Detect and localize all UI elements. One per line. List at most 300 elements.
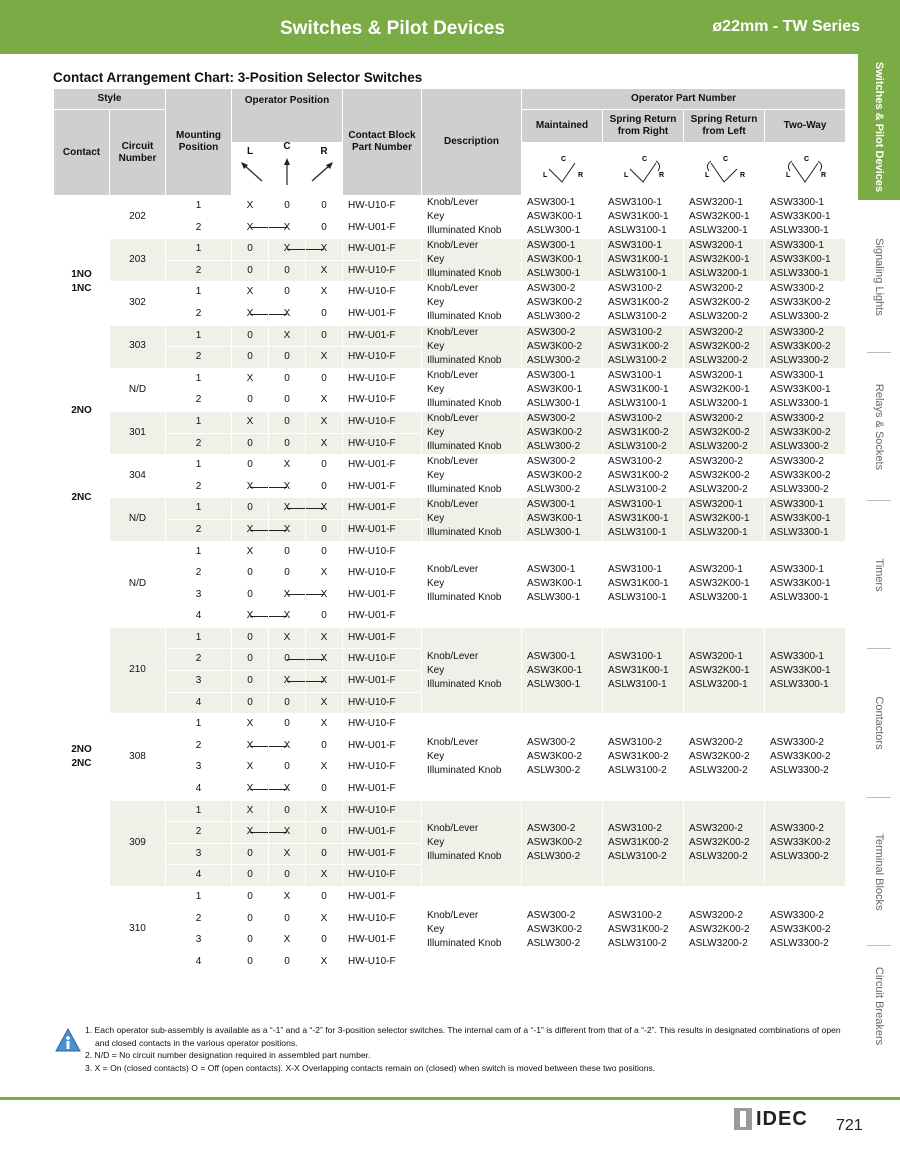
contact-block-cell: HW-U10-F [343, 282, 422, 304]
tab-divider [867, 500, 891, 501]
side-tab-terminal-label: Terminal Blocks [873, 833, 885, 911]
mounting-position-cell: 1 [166, 282, 232, 304]
side-tab-switches-label: Switches & Pilot Devices [873, 61, 885, 193]
two-way-part-cell: ASW3300-1 ASW33K00-1 ASLW3300-1 [765, 239, 846, 282]
contact-block-cell: HW-U01-F [343, 325, 422, 347]
contact-block-cell: HW-U10-F [343, 411, 422, 433]
spring-left-part-cell: ASW3200-2 ASW32K00-2 ASLW3200-2 [684, 325, 765, 368]
position-c-cell: X [269, 671, 306, 693]
logo-mark [734, 1108, 752, 1130]
position-r [306, 143, 343, 196]
position-c-cell: 0 [269, 714, 306, 736]
side-tab-switches[interactable] [858, 54, 900, 200]
position-l-cell: 0 [232, 649, 269, 671]
two-way-header: Two-Way [765, 110, 846, 143]
position-c-cell: X [269, 498, 306, 520]
spring-right-part-cell: ASW3100-1 ASW31K00-1 ASLW3100-1 [603, 627, 684, 713]
circuit-number-cell: 303 [110, 325, 166, 368]
contact-cell: 2NO [54, 368, 110, 454]
table-row [54, 411, 846, 433]
position-l-cell: 0 [232, 671, 269, 693]
position-l-cell: 0 [232, 433, 269, 455]
table-row [54, 282, 846, 304]
contact-block-cell: HW-U01-F [343, 239, 422, 261]
position-l-cell: 0 [232, 325, 269, 347]
maintained-part-cell: ASW300-1 ASW3K00-1 ASLW300-1 [522, 627, 603, 713]
contact-block-cell: HW-U01-F [343, 843, 422, 865]
description-cell: Knob/Lever Key Illuminated Knob [422, 196, 522, 239]
description-cell: Knob/Lever Key Illuminated Knob [422, 498, 522, 541]
position-l-cell: 0 [232, 930, 269, 952]
maintained-part-cell: ASW300-2 ASW3K00-2 ASLW300-2 [522, 887, 603, 973]
spring-left-part-cell: ASW3200-1 ASW32K00-1 ASLW3200-1 [684, 627, 765, 713]
position-r-cell: 0 [306, 368, 343, 390]
circuit-header: Circuit Number [110, 110, 166, 196]
maintained-part-cell: ASW300-1 ASW3K00-1 ASLW300-1 [522, 196, 603, 239]
position-c-cell: 0 [269, 865, 306, 887]
position-r-cell: X [306, 239, 343, 261]
position-l-cell: X [232, 606, 269, 628]
svg-text:R: R [821, 172, 827, 179]
spring-left-part-cell: ASW3200-2 ASW32K00-2 ASLW3200-2 [684, 800, 765, 886]
two-way-part-cell: ASW3300-2 ASW33K00-2 ASLW3300-2 [765, 800, 846, 886]
side-tab-signaling-label: Signaling Lights [873, 238, 885, 316]
contact-block-cell: HW-U01-F [343, 476, 422, 498]
description-header: Description [422, 89, 522, 196]
mounting-position-cell: 4 [166, 779, 232, 801]
contact-cell: 1NO 1NC [54, 196, 110, 369]
position-r-cell: X [306, 260, 343, 282]
contact-block-cell: HW-U10-F [343, 692, 422, 714]
logo-text: IDEC [756, 1108, 808, 1130]
description-cell: Knob/Lever Key Illuminated Knob [422, 325, 522, 368]
contact-block-cell: HW-U01-F [343, 584, 422, 606]
idec-logo [734, 1108, 814, 1130]
position-l-cell: 0 [232, 887, 269, 909]
circuit-number-cell: 308 [110, 714, 166, 800]
mounting-position-cell: 3 [166, 930, 232, 952]
description-cell: Knob/Lever Key Illuminated Knob [422, 368, 522, 411]
position-r-cell: X [306, 757, 343, 779]
page-number: 721 [836, 1117, 863, 1134]
table-row [54, 714, 846, 736]
circuit-number-cell: 309 [110, 800, 166, 886]
position-r-label: R [320, 146, 328, 157]
position-c-cell: 0 [269, 757, 306, 779]
mounting-position-cell: 1 [166, 239, 232, 261]
contact-block-cell: HW-U01-F [343, 930, 422, 952]
spring-right-part-cell: ASW3100-2 ASW31K00-2 ASLW3100-2 [603, 282, 684, 325]
maintained-part-cell: ASW300-2 ASW3K00-2 ASLW300-2 [522, 800, 603, 886]
spring-right-part-cell: ASW3100-2 ASW31K00-2 ASLW3100-2 [603, 714, 684, 800]
position-r-cell: X [306, 411, 343, 433]
position-l-cell: X [232, 411, 269, 433]
position-c-cell: X [269, 584, 306, 606]
spring-right-diagram-icon [608, 149, 678, 189]
position-l-cell: 0 [232, 692, 269, 714]
contact-block-cell: HW-U01-F [343, 822, 422, 844]
info-triangle-icon [55, 1028, 81, 1052]
position-r-cell: 0 [306, 325, 343, 347]
contact-header: Contact [54, 110, 110, 196]
mounting-position-cell: 2 [166, 563, 232, 585]
contact-block-cell: HW-U01-F [343, 519, 422, 541]
contact-block-cell: HW-U01-F [343, 779, 422, 801]
mounting-position-cell: 1 [166, 455, 232, 477]
mounting-position-cell: 2 [166, 433, 232, 455]
mounting-position-cell: 1 [166, 800, 232, 822]
mounting-position-cell: 2 [166, 260, 232, 282]
header-banner [0, 0, 900, 54]
mounting-position-cell: 2 [166, 476, 232, 498]
position-r-cell: 0 [306, 735, 343, 757]
two-way-diagram [765, 143, 846, 196]
contact-block-cell: HW-U10-F [343, 800, 422, 822]
svg-text:R: R [578, 172, 584, 179]
position-c-cell: 0 [269, 196, 306, 218]
mounting-position-cell: 1 [166, 498, 232, 520]
spring-left-header: Spring Return from Left [684, 110, 765, 143]
mounting-position-cell: 1 [166, 627, 232, 649]
mounting-position-cell: 1 [166, 541, 232, 563]
contact-block-cell: HW-U10-F [343, 368, 422, 390]
position-l-cell: 0 [232, 455, 269, 477]
side-tab-contactors-label: Contactors [873, 696, 885, 750]
position-r-cell: X [306, 347, 343, 369]
spring-left-diagram-icon [689, 149, 759, 189]
position-r-cell: 0 [306, 217, 343, 239]
note-3: 3. X = On (closed contacts) O = Off (open contacts). X-X Overlapping contacts remain on (closed) when switch is moved between these two positions. [85, 1062, 656, 1073]
position-c-cell: X [269, 455, 306, 477]
position-r-cell: 0 [306, 822, 343, 844]
spring-left-part-cell: ASW3200-2 ASW32K00-2 ASLW3200-2 [684, 714, 765, 800]
position-l-cell: 0 [232, 627, 269, 649]
position-c-cell: X [269, 217, 306, 239]
mounting-position-cell: 2 [166, 735, 232, 757]
position-l-cell: X [232, 757, 269, 779]
contact-block-cell: HW-U10-F [343, 714, 422, 736]
two-way-part-cell: ASW3300-2 ASW33K00-2 ASLW3300-2 [765, 714, 846, 800]
side-tab-breakers-label: Circuit Breakers [873, 966, 885, 1045]
svg-text:C: C [642, 156, 648, 163]
position-c-cell: 0 [269, 390, 306, 412]
position-c-cell: 0 [269, 282, 306, 304]
position-c-cell: 0 [269, 368, 306, 390]
description-cell: Knob/Lever Key Illuminated Knob [422, 282, 522, 325]
maintained-part-cell: ASW300-1 ASW3K00-1 ASLW300-1 [522, 368, 603, 411]
position-r-cell: 0 [306, 843, 343, 865]
position-r-cell: X [306, 908, 343, 930]
spring-left-part-cell: ASW3200-2 ASW32K00-2 ASLW3200-2 [684, 282, 765, 325]
contact-block-cell: HW-U10-F [343, 563, 422, 585]
position-r-cell: 0 [306, 476, 343, 498]
mounting-position-cell: 3 [166, 757, 232, 779]
position-r-cell: 0 [306, 930, 343, 952]
spring-right-part-cell: ASW3100-1 ASW31K00-1 ASLW3100-1 [603, 239, 684, 282]
maintained-part-cell: ASW300-1 ASW3K00-1 ASLW300-1 [522, 541, 603, 627]
table-row [54, 541, 846, 563]
position-c-cell: X [269, 735, 306, 757]
table-row [54, 239, 846, 261]
position-c-cell: 0 [269, 541, 306, 563]
two-way-part-cell: ASW3300-2 ASW33K00-2 ASLW3300-2 [765, 282, 846, 325]
side-tab-relays-label: Relays & Sockets [873, 383, 885, 471]
position-r-cell: X [306, 627, 343, 649]
svg-text:L: L [786, 172, 791, 179]
contact-block-cell: HW-U01-F [343, 217, 422, 239]
side-tab-relays[interactable] [858, 354, 900, 500]
position-r-cell: 0 [306, 541, 343, 563]
position-l-cell: 0 [232, 239, 269, 261]
contact-block-cell: HW-U10-F [343, 908, 422, 930]
banner-series: ø22mm - TW Series [712, 18, 860, 35]
position-c-cell: X [269, 843, 306, 865]
maintained-part-cell: ASW300-1 ASW3K00-1 ASLW300-1 [522, 498, 603, 541]
chart-title: Contact Arrangement Chart: 3-Position Selector Switches [53, 70, 423, 85]
spring-left-part-cell: ASW3200-1 ASW32K00-1 ASLW3200-1 [684, 541, 765, 627]
footer-rule [0, 1097, 900, 1100]
position-c-cell: 0 [269, 433, 306, 455]
mounting-position-cell: 2 [166, 390, 232, 412]
description-cell: Knob/Lever Key Illuminated Knob [422, 627, 522, 713]
svg-text:C: C [561, 156, 567, 163]
mounting-position-cell: 3 [166, 671, 232, 693]
mounting-position-cell: 3 [166, 584, 232, 606]
contact-block-cell: HW-U01-F [343, 606, 422, 628]
contact-block-cell: HW-U01-F [343, 735, 422, 757]
contact-block-cell: HW-U10-F [343, 390, 422, 412]
position-c-cell: X [269, 519, 306, 541]
position-l-cell: X [232, 779, 269, 801]
two-way-part-cell: ASW3300-2 ASW33K00-2 ASLW3300-2 [765, 887, 846, 973]
style-header: Style [54, 89, 166, 110]
circuit-number-cell: 302 [110, 282, 166, 325]
mounting-position-cell: 4 [166, 951, 232, 973]
mounting-position-cell: 1 [166, 368, 232, 390]
position-l-cell: 0 [232, 390, 269, 412]
circuit-number-cell: 210 [110, 627, 166, 713]
table-row [54, 800, 846, 822]
position-l-cell: X [232, 282, 269, 304]
mounting-position-cell: 2 [166, 822, 232, 844]
circuit-number-cell: N/D [110, 368, 166, 411]
description-cell: Knob/Lever Key Illuminated Knob [422, 455, 522, 498]
mounting-position-cell: 1 [166, 887, 232, 909]
spring-left-part-cell: ASW3200-2 ASW32K00-2 ASLW3200-2 [684, 455, 765, 498]
position-l-cell: 0 [232, 260, 269, 282]
position-l-cell: 0 [232, 584, 269, 606]
position-l-cell: X [232, 800, 269, 822]
position-c-cell: 0 [269, 260, 306, 282]
notes [85, 1024, 850, 1074]
position-c-cell: X [269, 627, 306, 649]
contact-chart-table [53, 88, 846, 973]
position-l-cell: X [232, 735, 269, 757]
two-way-part-cell: ASW3300-1 ASW33K00-1 ASLW3300-1 [765, 627, 846, 713]
two-way-part-cell: ASW3300-1 ASW33K00-1 ASLW3300-1 [765, 196, 846, 239]
position-l-cell: X [232, 714, 269, 736]
position-l [232, 143, 269, 196]
two-way-part-cell: ASW3300-1 ASW33K00-1 ASLW3300-1 [765, 368, 846, 411]
contact-block-cell: HW-U10-F [343, 951, 422, 973]
description-cell: Knob/Lever Key Illuminated Knob [422, 800, 522, 886]
contact-block-cell: HW-U01-F [343, 303, 422, 325]
spring-right-part-cell: ASW3100-1 ASW31K00-1 ASLW3100-1 [603, 368, 684, 411]
mounting-position-cell: 2 [166, 908, 232, 930]
position-c-cell: X [269, 239, 306, 261]
contact-block-cell: HW-U10-F [343, 541, 422, 563]
position-c-cell: 0 [269, 411, 306, 433]
position-r-cell: X [306, 865, 343, 887]
position-l-cell: X [232, 476, 269, 498]
tab-divider [867, 648, 891, 649]
position-l-cell: 0 [232, 843, 269, 865]
maintained-part-cell: ASW300-2 ASW3K00-2 ASLW300-2 [522, 411, 603, 454]
part-number-header: Operator Part Number [522, 89, 846, 110]
spring-right-part-cell: ASW3100-2 ASW31K00-2 ASLW3100-2 [603, 455, 684, 498]
position-r-cell: X [306, 563, 343, 585]
maintained-diagram-icon [527, 149, 597, 189]
side-tab-contactors[interactable] [858, 650, 900, 796]
maintained-part-cell: ASW300-2 ASW3K00-2 ASLW300-2 [522, 714, 603, 800]
position-l-cell: 0 [232, 347, 269, 369]
spring-left-diagram [684, 143, 765, 196]
spring-right-part-cell: ASW3100-2 ASW31K00-2 ASLW3100-2 [603, 887, 684, 973]
mounting-position-cell: 3 [166, 843, 232, 865]
mounting-position-cell: 2 [166, 519, 232, 541]
spring-right-diagram [603, 143, 684, 196]
spring-right-part-cell: ASW3100-1 ASW31K00-1 ASLW3100-1 [603, 541, 684, 627]
svg-text:R: R [740, 172, 746, 179]
maintained-part-cell: ASW300-1 ASW3K00-1 ASLW300-1 [522, 239, 603, 282]
mounting-position-cell: 4 [166, 865, 232, 887]
mounting-position-cell: 4 [166, 606, 232, 628]
svg-text:C: C [723, 156, 729, 163]
circuit-number-cell: N/D [110, 541, 166, 627]
side-tab-breakers[interactable] [858, 947, 900, 1064]
two-way-part-cell: ASW3300-2 ASW33K00-2 ASLW3300-2 [765, 455, 846, 498]
contact-block-cell: HW-U10-F [343, 347, 422, 369]
description-cell: Knob/Lever Key Illuminated Knob [422, 239, 522, 282]
table-row [54, 887, 846, 909]
maintained-part-cell: ASW300-2 ASW3K00-2 ASLW300-2 [522, 282, 603, 325]
two-way-diagram-icon [770, 149, 840, 189]
position-l-cell: X [232, 822, 269, 844]
description-cell: Knob/Lever Key Illuminated Knob [422, 541, 522, 627]
contact-block-cell: HW-U10-F [343, 196, 422, 218]
mounting-position-cell: 4 [166, 692, 232, 714]
mounting-position-cell: 2 [166, 347, 232, 369]
banner-title: Switches & Pilot Devices [280, 18, 505, 39]
position-c-cell: 0 [269, 951, 306, 973]
contact-block-cell: HW-U10-F [343, 757, 422, 779]
position-l-cell: X [232, 368, 269, 390]
mounting-position-cell: 1 [166, 325, 232, 347]
position-l-cell: 0 [232, 908, 269, 930]
table-row [54, 627, 846, 649]
mounting-position-cell: 1 [166, 714, 232, 736]
maintained-part-cell: ASW300-2 ASW3K00-2 ASLW300-2 [522, 455, 603, 498]
spring-left-part-cell: ASW3200-2 ASW32K00-2 ASLW3200-2 [684, 887, 765, 973]
table-row [54, 196, 846, 218]
svg-text:R: R [659, 172, 665, 179]
position-r-cell: X [306, 390, 343, 412]
side-tab-timers[interactable] [858, 502, 900, 648]
contact-block-cell: HW-U01-F [343, 498, 422, 520]
position-l-cell: 0 [232, 865, 269, 887]
svg-text:C: C [804, 156, 810, 163]
spring-left-part-cell: ASW3200-1 ASW32K00-1 ASLW3200-1 [684, 368, 765, 411]
note-2: 2. N/D = No circuit number designation required in assembled part number. [85, 1050, 371, 1060]
note-1: 1. Each operator sub-assembly is available as a “-1” and a “-2” for 3-position selector switches. The internal cam of a “-1” is different from that of a “-2”. This results in designated combinations of open and closed contacts in the various operator positions. [85, 1025, 841, 1048]
contact-cell: 2NC [54, 455, 110, 541]
mounting-position-cell: 2 [166, 217, 232, 239]
position-r-cell: X [306, 498, 343, 520]
contact-block-cell: HW-U01-F [343, 455, 422, 477]
position-r-cell: 0 [306, 303, 343, 325]
table-row [54, 498, 846, 520]
tab-divider [867, 945, 891, 946]
spring-right-part-cell: ASW3100-2 ASW31K00-2 ASLW3100-2 [603, 325, 684, 368]
position-l-cell: X [232, 541, 269, 563]
position-r-cell: X [306, 584, 343, 606]
info-icon [55, 1028, 81, 1057]
side-tab-signaling[interactable] [858, 204, 900, 350]
position-c-label: C [283, 141, 291, 152]
position-c-cell: 0 [269, 649, 306, 671]
position-c-cell: 0 [269, 563, 306, 585]
spring-left-part-cell: ASW3200-1 ASW32K00-1 ASLW3200-1 [684, 196, 765, 239]
position-r-cell: X [306, 671, 343, 693]
contact-block-cell: HW-U10-F [343, 433, 422, 455]
position-r-cell: X [306, 649, 343, 671]
position-c-cell: 0 [269, 800, 306, 822]
circuit-number-cell: N/D [110, 498, 166, 541]
description-cell: Knob/Lever Key Illuminated Knob [422, 714, 522, 800]
contact-block-cell: HW-U10-F [343, 260, 422, 282]
mounting-position-cell: 2 [166, 649, 232, 671]
position-c-cell: X [269, 779, 306, 801]
position-r-cell: X [306, 800, 343, 822]
spring-right-part-cell: ASW3100-2 ASW31K00-2 ASLW3100-2 [603, 411, 684, 454]
position-c-cell: X [269, 476, 306, 498]
position-r-cell: 0 [306, 455, 343, 477]
circuit-number-cell: 301 [110, 411, 166, 454]
position-r-cell: 0 [306, 779, 343, 801]
position-c-cell: X [269, 325, 306, 347]
position-l-cell: X [232, 519, 269, 541]
circuit-number-cell: 310 [110, 887, 166, 973]
table-row [54, 368, 846, 390]
two-way-part-cell: ASW3300-1 ASW33K00-1 ASLW3300-1 [765, 541, 846, 627]
description-cell: Knob/Lever Key Illuminated Knob [422, 887, 522, 973]
spring-right-part-cell: ASW3100-1 ASW31K00-1 ASLW3100-1 [603, 196, 684, 239]
operator-position-header: Operator Position [232, 89, 343, 143]
mounting-header: Mounting Position [166, 89, 232, 196]
position-c-cell: X [269, 887, 306, 909]
position-l-cell: 0 [232, 498, 269, 520]
position-l-cell: X [232, 303, 269, 325]
circuit-number-cell: 202 [110, 196, 166, 239]
circuit-number-cell: 203 [110, 239, 166, 282]
side-tabs [858, 54, 900, 1064]
spring-right-part-cell: ASW3100-1 ASW31K00-1 ASLW3100-1 [603, 498, 684, 541]
position-r-cell: X [306, 692, 343, 714]
mounting-position-cell: 1 [166, 411, 232, 433]
side-tab-terminal[interactable] [858, 799, 900, 945]
spring-left-part-cell: ASW3200-2 ASW32K00-2 ASLW3200-2 [684, 411, 765, 454]
svg-text:L: L [543, 172, 548, 179]
